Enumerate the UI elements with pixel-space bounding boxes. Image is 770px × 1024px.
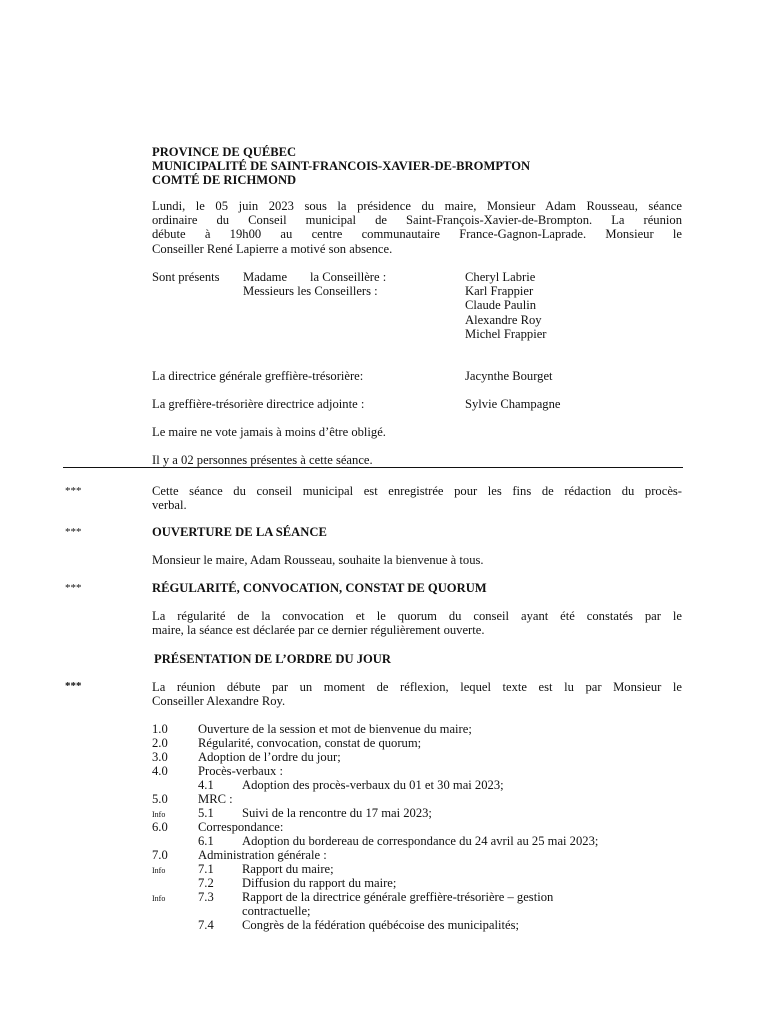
recording-line: verbal. — [152, 498, 187, 513]
persons-present-note: Il y a 02 personnes présentes à cette séance. — [152, 453, 373, 467]
conseillere-label: la Conseillère : — [310, 270, 387, 284]
margin-mark: *** — [65, 485, 82, 497]
agenda-number: 2.0 — [152, 736, 168, 750]
agenda-number: 7.0 — [152, 848, 168, 862]
agenda-number: 7.2 — [198, 876, 214, 890]
agenda-text: Diffusion du rapport du maire; — [242, 876, 397, 890]
adjointe-label: La greffière-trésorière directrice adjointe : — [152, 397, 365, 411]
adjointe-name: Sylvie Champagne — [465, 397, 561, 411]
info-marker: Info — [152, 810, 166, 819]
recording-line: Cette séance du conseil municipal est enregistrée pour les fins de rédaction du procès- — [152, 484, 682, 498]
dg-label: La directrice générale greffière-trésorière: — [152, 369, 364, 383]
intro-line: Lundi, le 05 juin 2023 sous la présidence du maire, Monsieur Adam Rousseau, séance — [152, 199, 682, 213]
agenda-text: Adoption de l’ordre du jour; — [198, 750, 341, 764]
ouverture-text: Monsieur le maire, Adam Rousseau, souhaite la bienvenue à tous. — [152, 553, 484, 567]
regularite-line: maire, la séance est déclarée par ce dernier régulièrement ouverte. — [152, 623, 485, 638]
present-label: Sont présents — [152, 270, 220, 284]
agenda-text: Rapport de la directrice générale greffière-trésorière – gestion — [242, 890, 554, 904]
present-name: Claude Paulin — [465, 298, 537, 312]
agenda-number: 5.0 — [152, 792, 168, 806]
agenda-number: 4.1 — [198, 778, 214, 792]
info-marker: Info — [152, 866, 166, 875]
agenda-number: 4.0 — [152, 764, 168, 778]
ouverture-title: OUVERTURE DE LA SÉANCE — [152, 525, 327, 539]
agenda-text-continuation: contractuelle; — [242, 904, 311, 918]
agenda-text: Suivi de la rencontre du 17 mai 2023; — [242, 806, 432, 820]
agenda-text: Correspondance: — [198, 820, 284, 834]
agenda-text: Rapport du maire; — [242, 862, 334, 876]
madame-label: Madame — [243, 270, 288, 284]
agenda-text: Adoption du bordereau de correspondance du 24 avril au 25 mai 2023; — [242, 834, 599, 848]
info-marker: Info — [152, 894, 166, 903]
agenda-text: Procès-verbaux : — [198, 764, 283, 778]
agenda-number: 7.1 — [198, 862, 214, 876]
ordre-paragraph — [152, 680, 682, 708]
mayor-vote-note: Le maire ne vote jamais à moins d’être obligé. — [152, 425, 386, 439]
margin-mark: *** — [65, 582, 82, 594]
header-county: COMTÉ DE RICHMOND — [152, 173, 297, 187]
agenda-text: MRC : — [198, 792, 233, 806]
agenda-text: Congrès de la fédération québécoise des municipalités; — [242, 918, 519, 932]
agenda-text: Régularité, convocation, constat de quorum; — [198, 736, 422, 750]
header-municipality: MUNICIPALITÉ DE SAINT-FRANCOIS-XAVIER-DE-BROMPTON — [152, 159, 531, 173]
agenda-number: 6.0 — [152, 820, 168, 834]
ordre-title: PRÉSENTATION DE L’ORDRE DU JOUR — [154, 652, 391, 666]
dg-name: Jacynthe Bourget — [465, 369, 553, 383]
intro-line: ordinaire du Conseil municipal de Saint-François-Xavier-de-Brompton. La réunion — [152, 213, 682, 228]
present-name: Michel Frappier — [465, 327, 547, 341]
header-province: PROVINCE DE QUÉBEC — [152, 145, 297, 159]
margin-mark: *** — [65, 526, 82, 538]
agenda-number: 7.4 — [198, 918, 214, 932]
agenda-number: 6.1 — [198, 834, 214, 848]
present-name: Cheryl Labrie — [465, 270, 536, 284]
agenda-text: Administration générale : — [198, 848, 327, 862]
intro-line: débute à 19h00 au centre communautaire France-Gagnon-Laprade. Monsieur le — [152, 227, 682, 242]
agenda-number: 1.0 — [152, 722, 168, 736]
agenda-number: 7.3 — [198, 890, 214, 904]
regularite-title: RÉGULARITÉ, CONVOCATION, CONSTAT DE QUORUM — [152, 581, 487, 595]
agenda-number: 5.1 — [198, 806, 214, 820]
intro-line: Conseiller René Lapierre a motivé son absence. — [152, 241, 393, 256]
agenda-text: Adoption des procès-verbaux du 01 et 30 mai 2023; — [242, 778, 504, 792]
section-divider — [63, 467, 683, 468]
recording-paragraph — [152, 484, 682, 512]
ordre-line: Conseiller Alexandre Roy. — [152, 694, 286, 709]
present-name: Karl Frappier — [465, 284, 534, 298]
ordre-line: La réunion débute par un moment de réflexion, lequel texte est lu par Monsieur le — [152, 680, 682, 694]
agenda-text: Ouverture de la session et mot de bienvenue du maire; — [198, 722, 472, 736]
agenda-number: 3.0 — [152, 750, 168, 764]
margin-mark: *** — [65, 680, 82, 692]
present-name: Alexandre Roy — [465, 313, 542, 327]
regularite-line: La régularité de la convocation et le quorum du conseil ayant été constatés par le — [152, 609, 682, 623]
intro-paragraph — [152, 199, 682, 256]
regularite-paragraph — [152, 609, 682, 637]
messieurs-label: Messieurs les Conseillers : — [243, 284, 378, 298]
